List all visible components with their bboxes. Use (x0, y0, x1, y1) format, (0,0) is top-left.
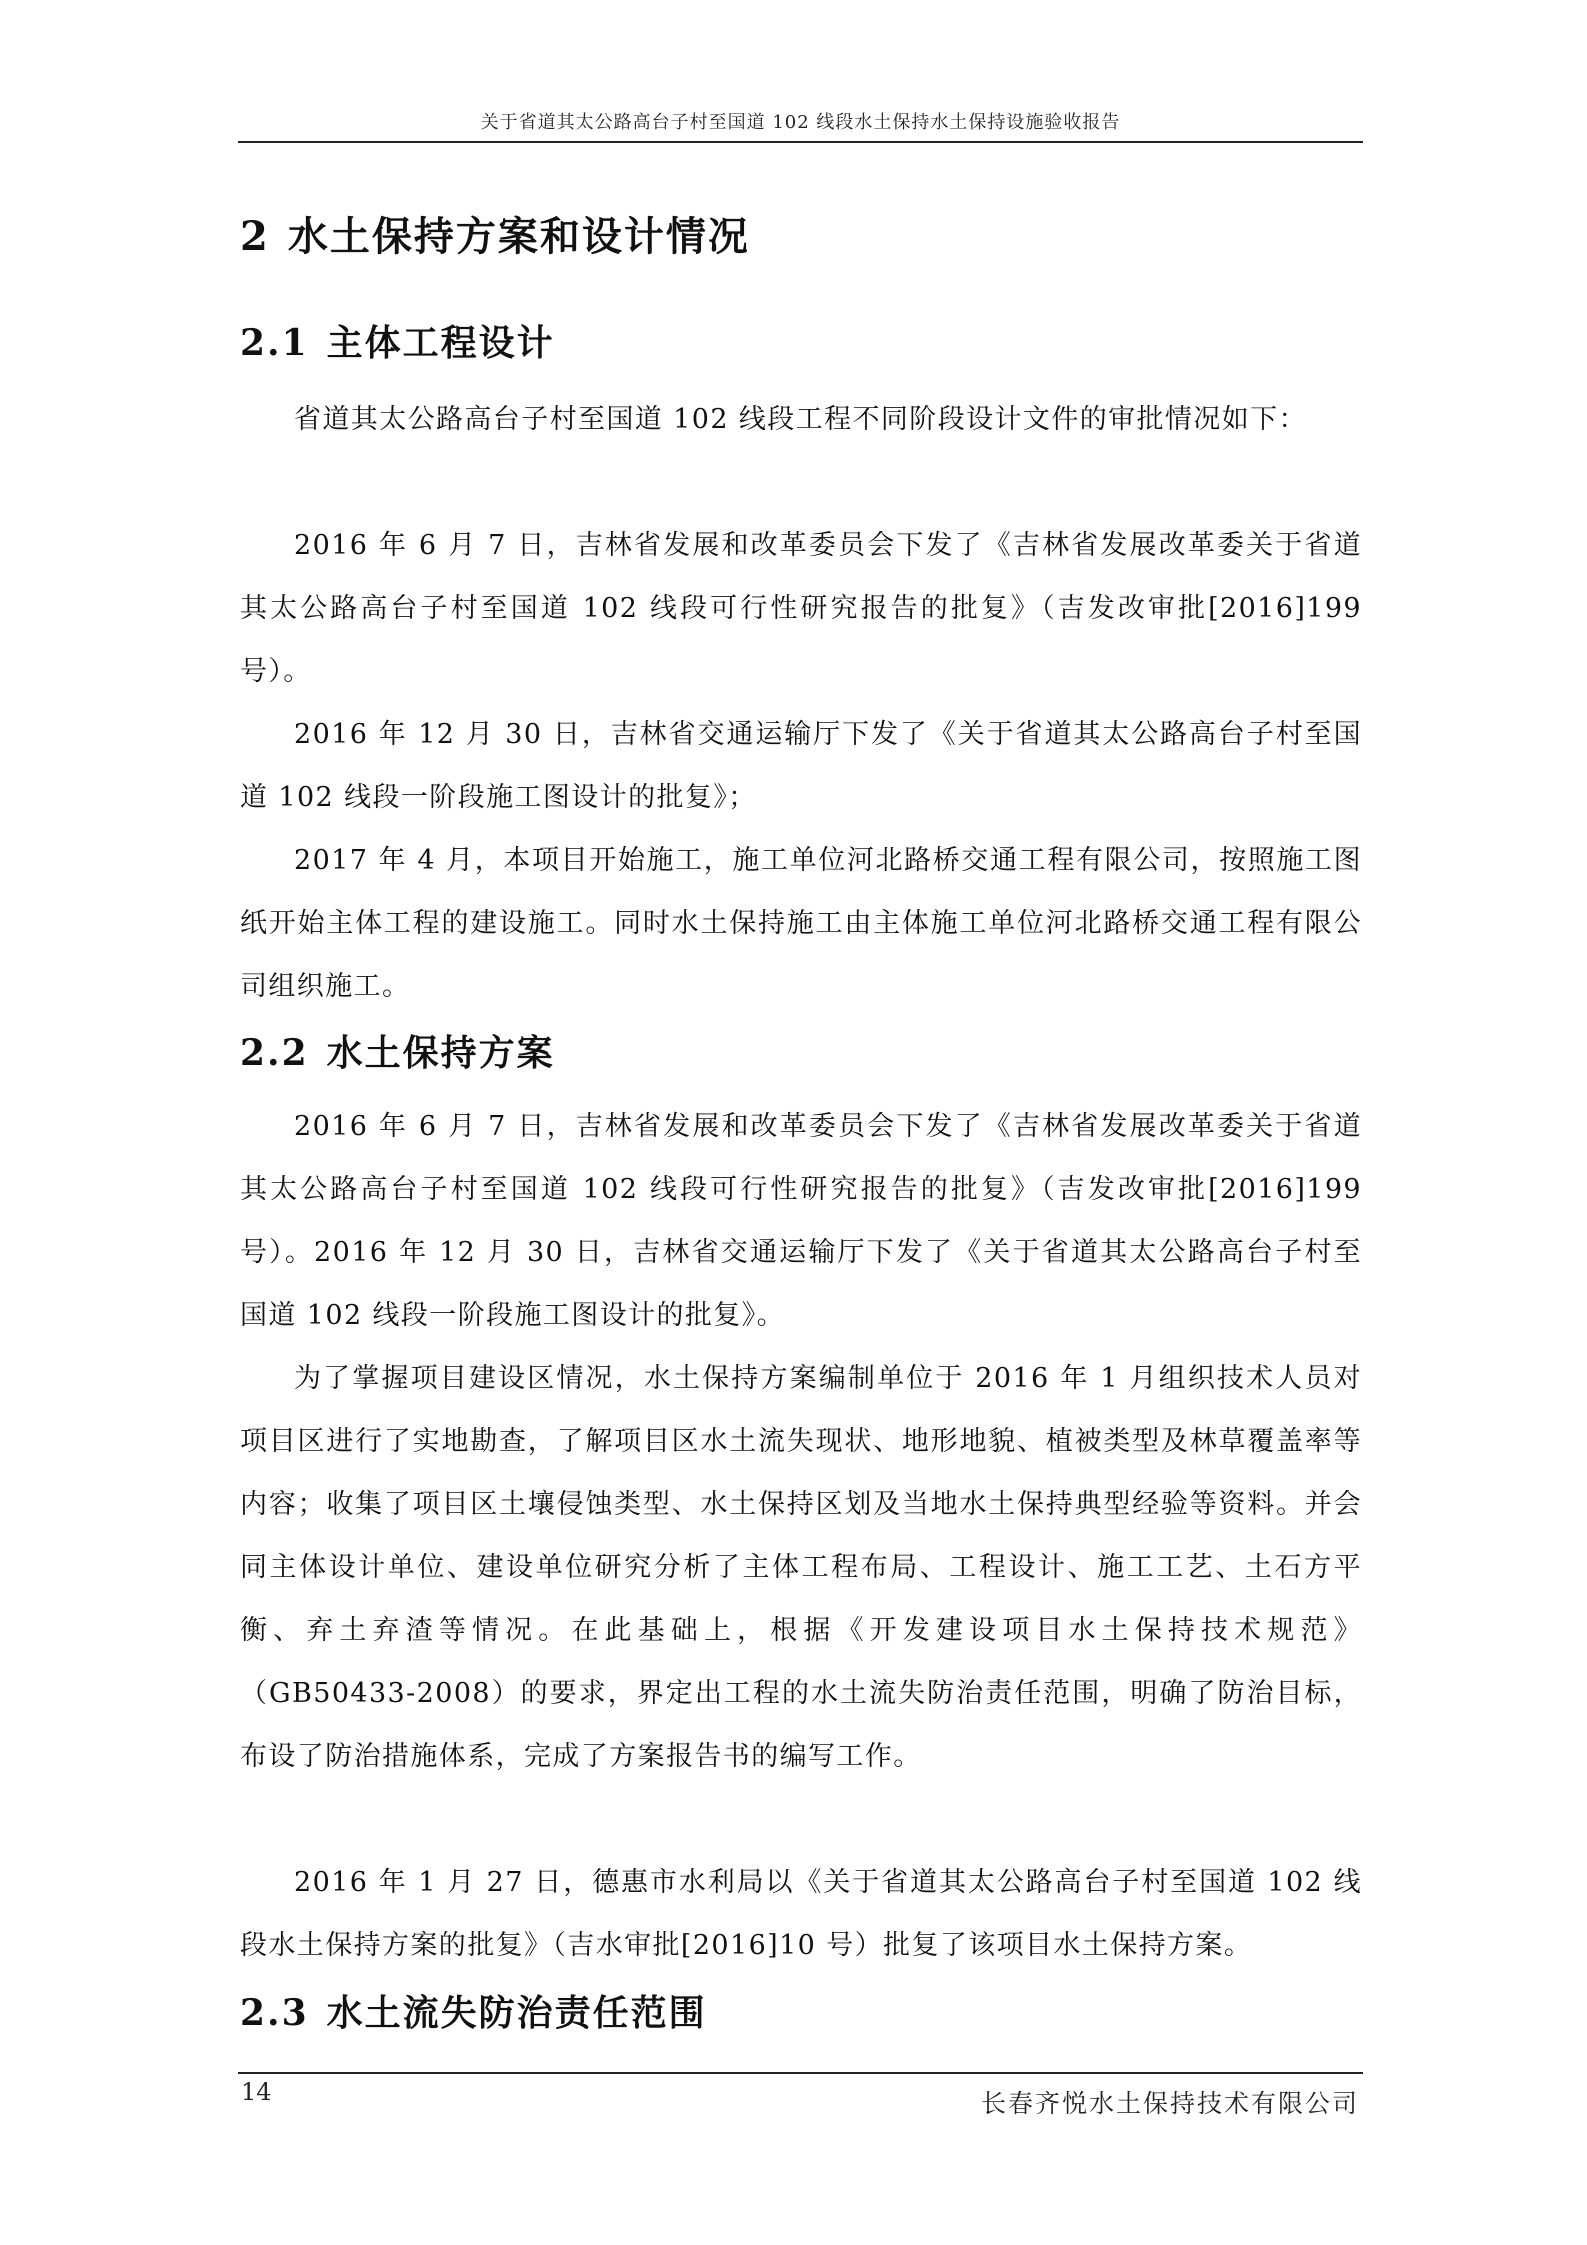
section-heading-2-2 (240, 1025, 555, 1076)
paragraph: 2016 年 1 月 27 日，德惠市水利局以《关于省道其太公路高台子村至国道 102 线段水土保持方案的批复》（吉水审批[2016]10 号）批复了该项目水土保持方案。 (240, 1867, 1362, 1961)
paragraph: 2016 年 12 月 30 日，吉林省交通运输厅下发了《关于省道其太公路高台子村至国道 102 线段一阶段施工图设计的批复》； (240, 719, 1362, 813)
header-rule (238, 141, 1363, 143)
section-title: 水土流失防治责任范围 (326, 1992, 707, 2034)
paragraph: 省道其太公路高台子村至国道 102 线段工程不同阶段设计文件的审批情况如下： (294, 404, 1307, 435)
page-number: 14 (241, 2078, 272, 2106)
footer-company: 长春齐悦水土保持技术有限公司 (980, 2089, 1359, 2118)
paragraph: 2017 年 4 月，本项目开始施工，施工单位河北路桥交通工程有限公司，按照施工图纸开始主体工程的建设施工。同时水土保持施工由主体施工单位河北路桥交通工程有限公司组织施工。 (240, 845, 1362, 1002)
chapter-heading (240, 205, 750, 262)
section-title: 水土保持方案 (326, 1032, 555, 1074)
section-title: 主体工程设计 (326, 322, 555, 364)
section-heading-2-1 (240, 315, 555, 366)
section-number: 2.3 (240, 1992, 309, 2034)
footer-rule (238, 2072, 1363, 2074)
paragraph: 为了掌握项目建设区情况，水土保持方案编制单位于 2016 年 1 月组织技术人员对项目区进行了实地勘查，了解项目区水土流失现状、地形地貌、植被类型及林草覆盖率等内容；收集了项目区土壤侵蚀类型、水土保持区划及当地水土保持典型经验等资料。并会同主体设计单位、建设单位研究分析了主体工程布局、工程设计、施工工艺、土石方平衡、弃土弃渣等情况。在此基础上，根据《开发建设项目水土保持技术规范》（GB50433-2008）的要求，界定出工程的水土流失防治责任范围，明确了防治目标，布设了防治措施体系，完成了方案报告书的编写工作。 (240, 1363, 1362, 1772)
section-heading-2-3 (240, 1985, 707, 2036)
paragraph: 2016 年 6 月 7 日，吉林省发展和改革委员会下发了《吉林省发展改革委关于省道其太公路高台子村至国道 102 线段可行性研究报告的批复》（吉发改审批[2016]199 号）。2016 年 12 月 30 日，吉林省交通运输厅下发了《关于省道其太公路高台子村至国道 102 线段一阶段施工图设计的批复》。 (240, 1111, 1362, 1331)
running-header: 关于省道其太公路高台子村至国道 102 线段水土保持水土保持设施验收报告 (480, 112, 1121, 133)
chapter-number: 2 (240, 213, 270, 260)
chapter-title: 水土保持方案和设计情况 (287, 213, 750, 260)
section-number: 2.1 (240, 322, 309, 364)
paragraph: 2016 年 6 月 7 日，吉林省发展和改革委员会下发了《吉林省发展改革委关于省道其太公路高台子村至国道 102 线段可行性研究报告的批复》（吉发改审批[2016]199 号）。 (240, 530, 1362, 687)
section-number: 2.2 (240, 1032, 309, 1074)
